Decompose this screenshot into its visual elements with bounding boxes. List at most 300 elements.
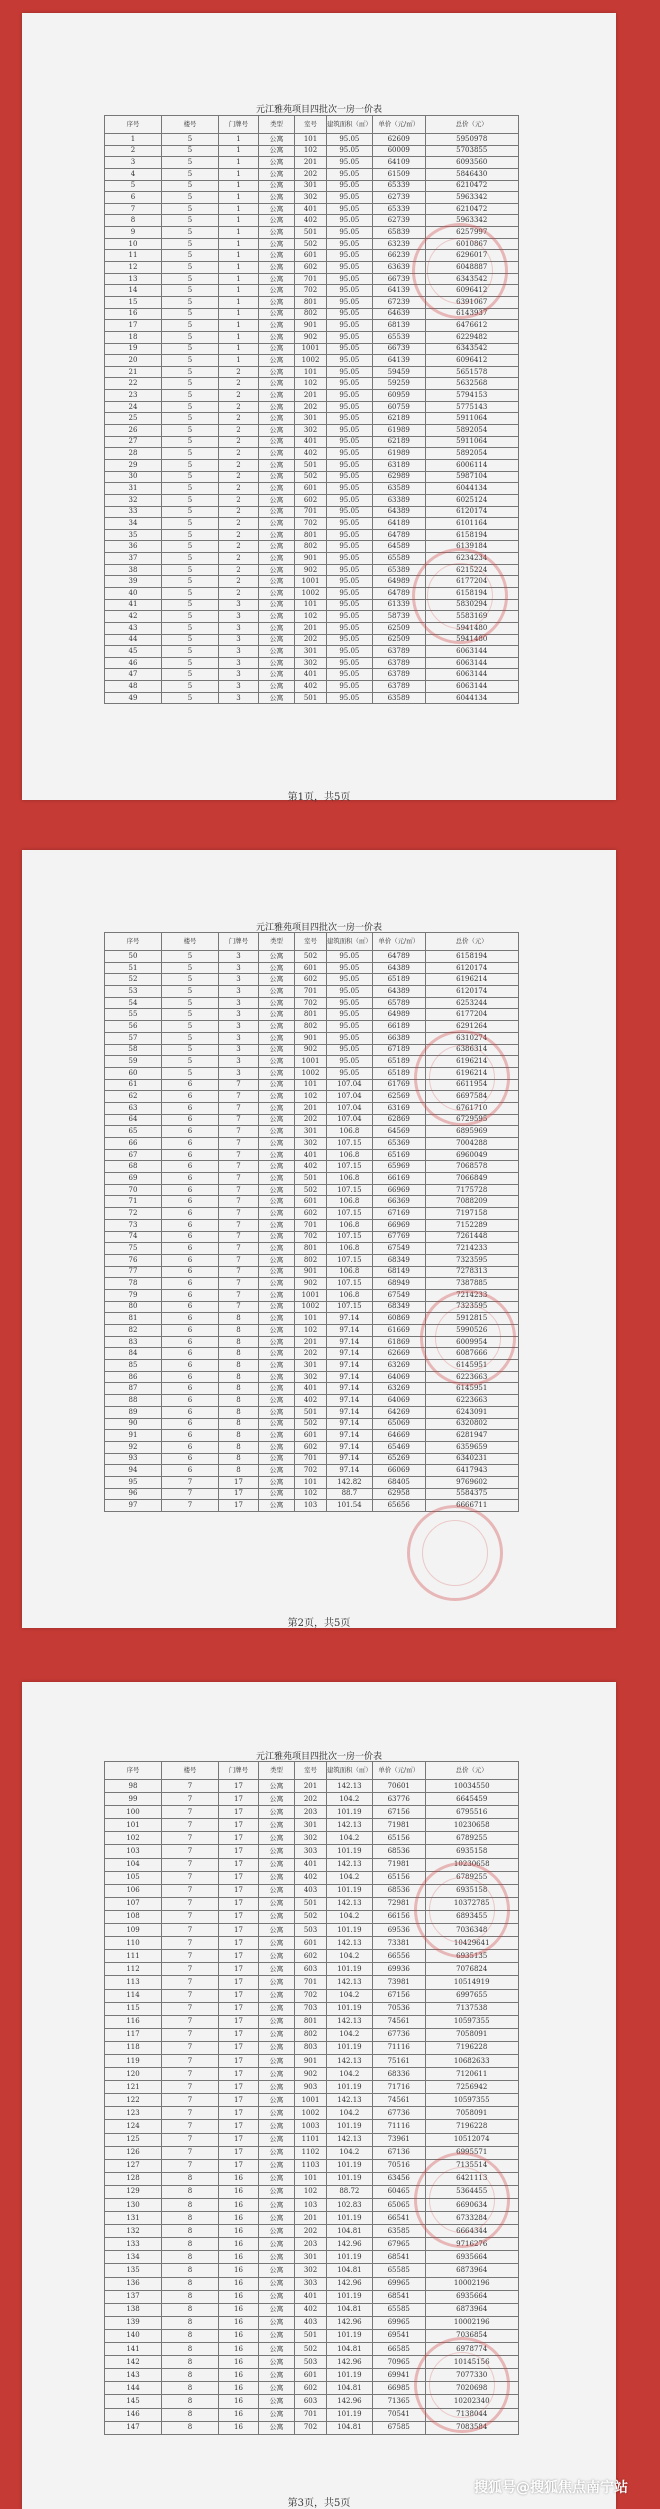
seq-cell: 112 <box>105 1963 162 1976</box>
unit-price-cell: 63169 <box>372 1102 425 1114</box>
unit-price-cell: 63789 <box>372 669 425 681</box>
unit-cell: 1 <box>219 285 259 297</box>
table-row <box>105 951 519 963</box>
room-cell: 102 <box>295 145 327 157</box>
type-cell: 公寓 <box>259 2054 295 2067</box>
seq-cell: 98 <box>105 1780 162 1793</box>
area-cell: 95.05 <box>327 483 373 495</box>
unit-price-cell: 66169 <box>372 1173 425 1185</box>
total-price-cell: 7214233 <box>425 1289 518 1301</box>
type-cell: 公寓 <box>259 2172 295 2185</box>
unit-price-cell: 67156 <box>372 1989 425 2002</box>
room-cell: 201 <box>295 1102 327 1114</box>
room-cell: 903 <box>295 2081 327 2094</box>
room-header: 室号 <box>295 933 327 951</box>
room-cell: 602 <box>295 974 327 986</box>
room-cell: 401 <box>295 203 327 215</box>
type-cell: 公寓 <box>259 2369 295 2382</box>
type-cell: 公寓 <box>259 1465 295 1477</box>
type-cell: 公寓 <box>259 262 295 274</box>
unit-cell: 7 <box>219 1219 259 1231</box>
unit-cell: 16 <box>219 2356 259 2369</box>
building-cell: 7 <box>162 1924 219 1937</box>
seq-cell: 27 <box>105 436 162 448</box>
official-seal <box>414 1862 510 1958</box>
unit-cell: 7 <box>219 1208 259 1220</box>
unit-cell: 3 <box>219 692 259 704</box>
room-cell: 801 <box>295 2015 327 2028</box>
area-cell: 97.14 <box>327 1371 373 1383</box>
area-cell: 97.14 <box>327 1418 373 1430</box>
unit-cell: 7 <box>219 1196 259 1208</box>
table-row <box>105 506 519 518</box>
total-price-cell: 5794153 <box>425 390 518 402</box>
table-row <box>105 401 519 413</box>
building-cell: 5 <box>162 553 219 565</box>
room-cell: 302 <box>295 2264 327 2277</box>
unit-cell: 17 <box>219 2068 259 2081</box>
total-price-cell: 6893455 <box>425 1910 518 1923</box>
table-row <box>105 529 519 541</box>
room-cell: 302 <box>295 192 327 204</box>
room-cell: 402 <box>295 1395 327 1407</box>
unit-cell: 8 <box>219 1418 259 1430</box>
building-cell: 7 <box>162 1989 219 2002</box>
building-cell: 8 <box>162 2290 219 2303</box>
total-price-cell: 6935664 <box>425 2290 518 2303</box>
area-cell: 106.8 <box>327 1196 373 1208</box>
unit-cell: 16 <box>219 2225 259 2238</box>
area-cell: 95.05 <box>327 997 373 1009</box>
building-cell: 7 <box>162 1488 219 1500</box>
building-cell: 5 <box>162 576 219 588</box>
unit-cell: 8 <box>219 1371 259 1383</box>
total-price-cell: 7261448 <box>425 1231 518 1243</box>
seq-cell: 44 <box>105 634 162 646</box>
table-row <box>105 1780 519 1793</box>
table-row <box>105 997 519 1009</box>
table-row <box>105 1441 519 1453</box>
area-cell: 142.96 <box>327 2316 373 2329</box>
room-cell: 202 <box>295 2225 327 2238</box>
area-cell: 97.14 <box>327 1430 373 1442</box>
unit-price-cell: 67549 <box>372 1289 425 1301</box>
area-cell: 95.05 <box>327 506 373 518</box>
building-cell: 5 <box>162 634 219 646</box>
total-price-cell: 10597355 <box>425 2015 518 2028</box>
unit-cell: 7 <box>219 1184 259 1196</box>
total-price-cell: 6895969 <box>425 1126 518 1138</box>
unit-cell: 1 <box>219 331 259 343</box>
room-cell: 501 <box>295 2329 327 2342</box>
building-cell: 6 <box>162 1371 219 1383</box>
total-price-cell: 7278313 <box>425 1266 518 1278</box>
total-price-cell: 7076824 <box>425 1963 518 1976</box>
area-cell: 107.15 <box>327 1138 373 1150</box>
area-cell: 101.54 <box>327 1500 373 1512</box>
area-cell: 101.19 <box>327 1963 373 1976</box>
unit-price-cell: 69941 <box>372 2369 425 2382</box>
table-row <box>105 459 519 471</box>
area-cell: 95.05 <box>327 471 373 483</box>
total-price-cell: 7083584 <box>425 2421 518 2434</box>
type-cell: 公寓 <box>259 308 295 320</box>
type-cell: 公寓 <box>259 343 295 355</box>
area-cell: 95.05 <box>327 962 373 974</box>
area-cell: 106.8 <box>327 1173 373 1185</box>
area-cell: 95.05 <box>327 192 373 204</box>
seq-cell: 39 <box>105 576 162 588</box>
room-cell: 201 <box>295 622 327 634</box>
unit-price-cell: 66239 <box>372 250 425 262</box>
type-cell: 公寓 <box>259 2146 295 2159</box>
room-cell: 1002 <box>295 1301 327 1313</box>
total-price-cell: 6229482 <box>425 331 518 343</box>
table-row <box>105 2015 519 2028</box>
room-cell: 503 <box>295 2356 327 2369</box>
table-row <box>105 1009 519 1021</box>
room-cell: 401 <box>295 669 327 681</box>
unit-cell: 17 <box>219 1910 259 1923</box>
type-cell: 公寓 <box>259 355 295 367</box>
seq-cell: 32 <box>105 494 162 506</box>
building-cell: 5 <box>162 669 219 681</box>
unit-cell: 1 <box>219 227 259 239</box>
type-cell: 公寓 <box>259 611 295 623</box>
area-cell: 95.05 <box>327 168 373 180</box>
page-footer: 第2页，共5页 <box>287 1618 351 1629</box>
building-cell: 6 <box>162 1278 219 1290</box>
building-cell: 6 <box>162 1114 219 1126</box>
building-cell: 6 <box>162 1208 219 1220</box>
total-price-cell: 6063144 <box>425 646 518 658</box>
type-cell: 公寓 <box>259 1430 295 1442</box>
unit-cell: 16 <box>219 2290 259 2303</box>
building-cell: 7 <box>162 1871 219 1884</box>
unit-price-cell: 66585 <box>372 2343 425 2356</box>
room-cell: 403 <box>295 1884 327 1897</box>
unit-cell: 16 <box>219 2369 259 2382</box>
seq-cell: 43 <box>105 622 162 634</box>
unit-cell: 3 <box>219 962 259 974</box>
total-price-cell: 10145156 <box>425 2356 518 2369</box>
unit-price-cell: 65065 <box>372 2199 425 2212</box>
price-sheet-page-1 <box>22 13 616 803</box>
type-cell: 公寓 <box>259 1102 295 1114</box>
unit-price-cell: 66739 <box>372 343 425 355</box>
table-row <box>105 1418 519 1430</box>
unit-cell: 17 <box>219 2120 259 2133</box>
area-cell: 102.83 <box>327 2199 373 2212</box>
unit-cell: 1 <box>219 296 259 308</box>
type-cell: 公寓 <box>259 1383 295 1395</box>
unit-cell: 2 <box>219 401 259 413</box>
area-cell: 95.05 <box>327 390 373 402</box>
room-cell: 702 <box>295 997 327 1009</box>
unit-cell: 2 <box>219 413 259 425</box>
seq-cell: 41 <box>105 599 162 611</box>
room-cell: 202 <box>295 168 327 180</box>
seq-cell: 29 <box>105 459 162 471</box>
room-cell: 102 <box>295 1091 327 1103</box>
building-cell: 6 <box>162 1453 219 1465</box>
total-price-cell: 6978774 <box>425 2343 518 2356</box>
seq-cell: 74 <box>105 1231 162 1243</box>
seq-cell: 31 <box>105 483 162 495</box>
building-cell: 5 <box>162 657 219 669</box>
type-cell: 公寓 <box>259 145 295 157</box>
area-cell: 95.05 <box>327 1032 373 1044</box>
room-cell: 702 <box>295 1989 327 2002</box>
seq-cell: 76 <box>105 1254 162 1266</box>
area-cell: 104.2 <box>327 1950 373 1963</box>
room-cell: 301 <box>295 413 327 425</box>
total-price-cell: 6158194 <box>425 951 518 963</box>
building-cell: 6 <box>162 1266 219 1278</box>
unit-price-cell: 61669 <box>372 1325 425 1337</box>
area-cell: 107.04 <box>327 1102 373 1114</box>
table-header-row <box>105 1762 519 1780</box>
room-cell: 101 <box>295 1313 327 1325</box>
building-cell: 5 <box>162 986 219 998</box>
unit-cell: 3 <box>219 681 259 693</box>
total-price-cell: 5963342 <box>425 192 518 204</box>
unit-cell: 3 <box>219 986 259 998</box>
building-cell: 6 <box>162 1348 219 1360</box>
area-cell: 104.81 <box>327 2225 373 2238</box>
building-cell: 5 <box>162 974 219 986</box>
room-cell: 402 <box>295 215 327 227</box>
table-row <box>105 2251 519 2264</box>
seq-cell: 128 <box>105 2172 162 2185</box>
type-cell: 公寓 <box>259 1278 295 1290</box>
room-header: 室号 <box>295 1762 327 1780</box>
unit-price-cell: 71981 <box>372 1858 425 1871</box>
unit-cell: 3 <box>219 669 259 681</box>
building-cell: 5 <box>162 180 219 192</box>
type-cell: 公寓 <box>259 2028 295 2041</box>
building-cell: 5 <box>162 262 219 274</box>
unit-cell: 16 <box>219 2238 259 2251</box>
building-cell: 6 <box>162 1138 219 1150</box>
total-price-cell: 6645459 <box>425 1793 518 1806</box>
area-cell: 104.2 <box>327 2068 373 2081</box>
seq-cell: 102 <box>105 1832 162 1845</box>
type-cell: 公寓 <box>259 250 295 262</box>
seq-cell: 24 <box>105 401 162 413</box>
building-cell: 5 <box>162 378 219 390</box>
seq-cell: 37 <box>105 553 162 565</box>
type-cell: 公寓 <box>259 2356 295 2369</box>
unit-price-cell: 64109 <box>372 157 425 169</box>
room-cell: 1001 <box>295 343 327 355</box>
unit-price-cell: 59259 <box>372 378 425 390</box>
table-row <box>105 203 519 215</box>
type-cell: 公寓 <box>259 1138 295 1150</box>
total-price-cell: 7175728 <box>425 1184 518 1196</box>
total-price-cell: 6789255 <box>425 1871 518 1884</box>
unit-cell: 2 <box>219 494 259 506</box>
total-price-cell: 6063144 <box>425 669 518 681</box>
unit-cell: 2 <box>219 471 259 483</box>
building-cell: 5 <box>162 541 219 553</box>
unit-cell: 7 <box>219 1243 259 1255</box>
building-header: 楼号 <box>162 1762 219 1780</box>
seq-cell: 143 <box>105 2369 162 2382</box>
building-cell: 7 <box>162 1976 219 1989</box>
total-price-cell: 5990526 <box>425 1325 518 1337</box>
building-header: 楼号 <box>162 116 219 134</box>
type-cell: 公寓 <box>259 974 295 986</box>
unit-cell: 16 <box>219 2395 259 2408</box>
table-row <box>105 518 519 530</box>
room-cell: 502 <box>295 471 327 483</box>
room-cell: 1001 <box>295 2094 327 2107</box>
type-cell: 公寓 <box>259 2094 295 2107</box>
unit-cell: 8 <box>219 1383 259 1395</box>
table-row <box>105 2041 519 2054</box>
unit-price-cell: 69965 <box>372 2316 425 2329</box>
total-price-cell: 6611954 <box>425 1079 518 1091</box>
unit-price-cell: 68349 <box>372 1301 425 1313</box>
room-cell: 302 <box>295 657 327 669</box>
unit-cell: 17 <box>219 1858 259 1871</box>
unit-cell: 3 <box>219 611 259 623</box>
seq-cell: 129 <box>105 2185 162 2198</box>
room-cell: 701 <box>295 986 327 998</box>
seq-cell: 93 <box>105 1453 162 1465</box>
room-cell: 102 <box>295 378 327 390</box>
seq-cell: 1 <box>105 134 162 146</box>
room-cell: 203 <box>295 2238 327 2251</box>
unit-cell: 2 <box>219 390 259 402</box>
unit-price-cell: 64389 <box>372 506 425 518</box>
area-cell: 142.96 <box>327 2356 373 2369</box>
unit-price-cell: 65469 <box>372 1441 425 1453</box>
building-cell: 6 <box>162 1161 219 1173</box>
building-cell: 6 <box>162 1184 219 1196</box>
unit-price-cell: 63269 <box>372 1360 425 1372</box>
type-cell: 公寓 <box>259 1963 295 1976</box>
official-seal <box>407 1505 503 1601</box>
room-cell: 701 <box>295 1976 327 1989</box>
seq-cell: 28 <box>105 448 162 460</box>
area-cell: 107.04 <box>327 1114 373 1126</box>
building-cell: 7 <box>162 1884 219 1897</box>
total-price-cell: 5584375 <box>425 1488 518 1500</box>
total-price-cell: 5583169 <box>425 611 518 623</box>
building-cell: 5 <box>162 962 219 974</box>
total-price-cell: 6789255 <box>425 1832 518 1845</box>
seq-cell: 108 <box>105 1910 162 1923</box>
area-cell: 95.05 <box>327 986 373 998</box>
seq-cell: 107 <box>105 1897 162 1910</box>
seq-cell: 90 <box>105 1418 162 1430</box>
seq-cell: 146 <box>105 2408 162 2421</box>
room-cell: 702 <box>295 1231 327 1243</box>
total-price-cell: 6145951 <box>425 1360 518 1372</box>
table-header-row <box>105 116 519 134</box>
building-cell: 5 <box>162 622 219 634</box>
unit-price-cell: 62869 <box>372 1114 425 1126</box>
area-cell: 104.2 <box>327 1871 373 1884</box>
unit-cell: 1 <box>219 355 259 367</box>
type-cell: 公寓 <box>259 2212 295 2225</box>
table-row <box>105 2107 519 2120</box>
seq-cell: 113 <box>105 1976 162 1989</box>
table-header-row <box>105 933 519 951</box>
building-cell: 7 <box>162 2133 219 2146</box>
building-cell: 6 <box>162 1406 219 1418</box>
area-cell: 101.19 <box>327 2212 373 2225</box>
type-cell: 公寓 <box>259 997 295 1009</box>
seq-cell: 68 <box>105 1161 162 1173</box>
total-price-cell: 6697584 <box>425 1091 518 1103</box>
table-row <box>105 1278 519 1290</box>
type-cell: 公寓 <box>259 518 295 530</box>
building-cell: 5 <box>162 331 219 343</box>
official-seal <box>414 2337 510 2433</box>
table-row <box>105 2316 519 2329</box>
unit-cell: 1 <box>219 308 259 320</box>
unit-cell: 17 <box>219 1500 259 1512</box>
unit-cell: 16 <box>219 2172 259 2185</box>
building-cell: 6 <box>162 1418 219 1430</box>
unit-price-cell: 66069 <box>372 1465 425 1477</box>
room-cell: 102 <box>295 611 327 623</box>
area-cell: 97.14 <box>327 1465 373 1477</box>
unit-cell: 7 <box>219 1254 259 1266</box>
area-cell: 104.81 <box>327 2303 373 2316</box>
official-seal <box>414 2152 510 2248</box>
area-cell: 97.14 <box>327 1336 373 1348</box>
building-cell: 8 <box>162 2303 219 2316</box>
seq-cell: 30 <box>105 471 162 483</box>
seq-cell: 111 <box>105 1950 162 1963</box>
seq-cell: 4 <box>105 168 162 180</box>
unit-cell: 8 <box>219 1325 259 1337</box>
unit-cell: 1 <box>219 180 259 192</box>
seq-cell: 145 <box>105 2395 162 2408</box>
area-cell: 95.05 <box>327 250 373 262</box>
unit-price-cell: 61339 <box>372 599 425 611</box>
total-price-cell: 7004288 <box>425 1138 518 1150</box>
seq-cell: 84 <box>105 1348 162 1360</box>
seq-cell: 9 <box>105 227 162 239</box>
total-price-cell: 6063144 <box>425 657 518 669</box>
seq-cell: 132 <box>105 2225 162 2238</box>
table-row <box>105 2002 519 2015</box>
type-cell: 公寓 <box>259 401 295 413</box>
seq-cell: 101 <box>105 1819 162 1832</box>
building-cell: 6 <box>162 1441 219 1453</box>
area-cell: 95.05 <box>327 425 373 437</box>
room-cell: 701 <box>295 1219 327 1231</box>
unit-price-cell: 65169 <box>372 1149 425 1161</box>
room-cell: 201 <box>295 2212 327 2225</box>
type-cell: 公寓 <box>259 2421 295 2434</box>
unit-cell: 3 <box>219 599 259 611</box>
table-row <box>105 1453 519 1465</box>
seq-cell: 105 <box>105 1871 162 1884</box>
unit-cell: 2 <box>219 541 259 553</box>
seq-cell: 96 <box>105 1488 162 1500</box>
room-cell: 401 <box>295 2290 327 2303</box>
type-cell: 公寓 <box>259 1126 295 1138</box>
unit-price-cell: 65656 <box>372 1500 425 1512</box>
table-row <box>105 1266 519 1278</box>
area-cell: 95.05 <box>327 401 373 413</box>
